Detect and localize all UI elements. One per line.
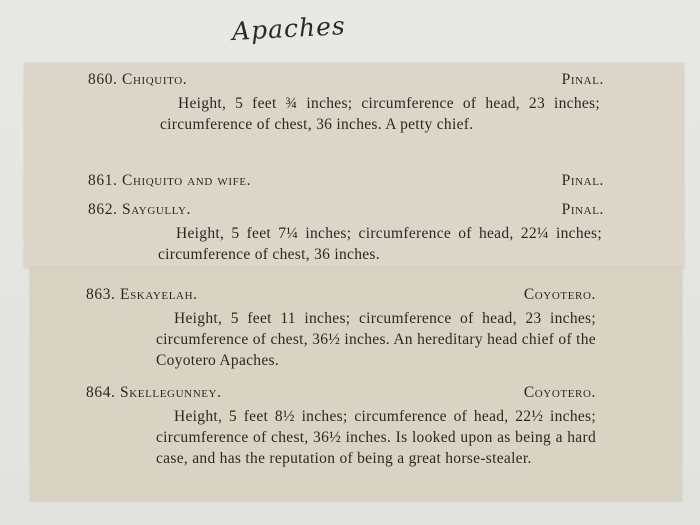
entry-tribe: Pinal. (561, 71, 604, 88)
entry-name: Skellegunney. (120, 384, 222, 401)
entry-tribe: Pinal. (561, 201, 604, 218)
entry-name: Saygully. (122, 201, 191, 218)
entry-name: Eskayelah. (120, 286, 198, 303)
entry-description: Height, 5 feet ¾ inches; circumference of head, 23 inches; circumference of chest, 36 inches. A petty chief. (160, 95, 600, 133)
entry-number: 860. (88, 71, 118, 88)
catalog-clipping-top (24, 63, 684, 268)
catalog-clipping-bottom (30, 268, 682, 501)
entry-heading (86, 284, 198, 305)
entry-tribe: Pinal. (561, 172, 604, 189)
entry-number: 863. (86, 286, 116, 303)
entry-heading (88, 170, 251, 191)
entry-description: Height, 5 feet 11 inches; circumference of head, 23 inches; circumference of chest, 36½ inches. An hereditary head chief of the Coyotero Apaches. (156, 310, 596, 369)
entry-heading (86, 382, 222, 403)
entry-name: Chiquito. (122, 71, 188, 88)
entry-tribe: Coyotero. (523, 384, 596, 401)
entry-tribe: Coyotero. (523, 286, 596, 303)
entry-description: Height, 5 feet 7¼ inches; circumference of head, 22¼ inches; circumference of chest, 36 inches. (158, 225, 602, 263)
entry-heading (88, 69, 187, 90)
entry-number: 861. (88, 172, 118, 189)
handwritten-title: Apaches (231, 11, 347, 46)
entry-description: Height, 5 feet 8½ inches; circumference of head, 22½ inches; circumference of chest, 36½ inches. Is looked upon as being a hard case, and has the reputation of being a great horse-stealer. (156, 408, 596, 467)
entry-number: 862. (88, 201, 118, 218)
entry-number: 864. (86, 384, 116, 401)
entry-name: Chiquito and wife. (122, 172, 252, 189)
entry-heading (88, 199, 191, 220)
